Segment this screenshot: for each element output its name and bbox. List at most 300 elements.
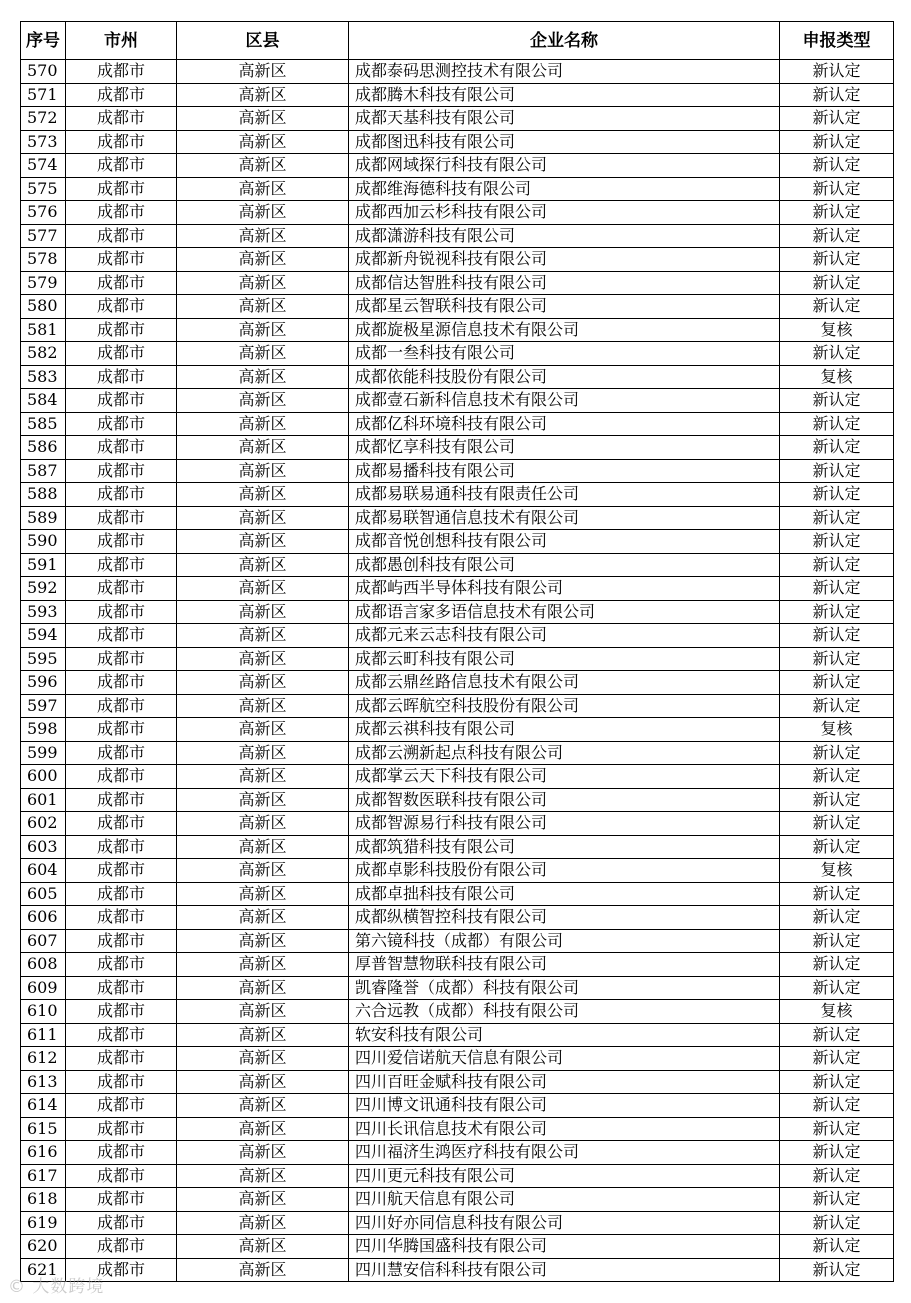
- header-district: 区县: [177, 22, 349, 60]
- cell-district: 高新区: [177, 1188, 349, 1212]
- cell-company: 四川华腾国盛科技有限公司: [349, 1235, 780, 1259]
- cell-no: 614: [21, 1094, 66, 1118]
- table-row: [21, 506, 894, 530]
- cell-company: 成都语言家多语信息技术有限公司: [349, 600, 780, 624]
- cell-company: 四川航天信息有限公司: [349, 1188, 780, 1212]
- table-row: [21, 483, 894, 507]
- cell-city: 成都市: [66, 553, 177, 577]
- cell-type: 新认定: [780, 976, 894, 1000]
- cell-district: 高新区: [177, 906, 349, 930]
- cell-type: 新认定: [780, 1047, 894, 1071]
- cell-district: 高新区: [177, 107, 349, 131]
- cell-type: 新认定: [780, 1117, 894, 1141]
- cell-type: 新认定: [780, 1211, 894, 1235]
- cell-company: 四川慧安信科科技有限公司: [349, 1258, 780, 1282]
- cell-city: 成都市: [66, 271, 177, 295]
- cell-type: 新认定: [780, 436, 894, 460]
- cell-no: 613: [21, 1070, 66, 1094]
- cell-district: 高新区: [177, 882, 349, 906]
- cell-company: 成都音悦创想科技有限公司: [349, 530, 780, 554]
- cell-type: 新认定: [780, 530, 894, 554]
- cell-company: 成都易联易通科技有限责任公司: [349, 483, 780, 507]
- cell-city: 成都市: [66, 859, 177, 883]
- cell-city: 成都市: [66, 224, 177, 248]
- cell-type: 新认定: [780, 624, 894, 648]
- cell-district: 高新区: [177, 412, 349, 436]
- cell-city: 成都市: [66, 389, 177, 413]
- cell-no: 615: [21, 1117, 66, 1141]
- cell-company: 成都云祺科技有限公司: [349, 718, 780, 742]
- cell-company: 软安科技有限公司: [349, 1023, 780, 1047]
- cell-type: 新认定: [780, 295, 894, 319]
- cell-company: 成都网域探行科技有限公司: [349, 154, 780, 178]
- table-row: [21, 671, 894, 695]
- table-row: [21, 1258, 894, 1282]
- cell-type: 新认定: [780, 1235, 894, 1259]
- cell-city: 成都市: [66, 624, 177, 648]
- cell-type: 新认定: [780, 1188, 894, 1212]
- cell-no: 579: [21, 271, 66, 295]
- cell-type: 新认定: [780, 483, 894, 507]
- header-no: 序号: [21, 22, 66, 60]
- cell-no: 611: [21, 1023, 66, 1047]
- cell-district: 高新区: [177, 835, 349, 859]
- cell-district: 高新区: [177, 365, 349, 389]
- cell-city: 成都市: [66, 177, 177, 201]
- cell-city: 成都市: [66, 530, 177, 554]
- table-row: [21, 459, 894, 483]
- cell-no: 605: [21, 882, 66, 906]
- cell-company: 成都智数医联科技有限公司: [349, 788, 780, 812]
- cell-city: 成都市: [66, 1023, 177, 1047]
- cell-district: 高新区: [177, 389, 349, 413]
- cell-city: 成都市: [66, 577, 177, 601]
- cell-company: 成都卓拙科技有限公司: [349, 882, 780, 906]
- table-row: [21, 624, 894, 648]
- cell-city: 成都市: [66, 718, 177, 742]
- cell-company: 成都元来云志科技有限公司: [349, 624, 780, 648]
- cell-city: 成都市: [66, 647, 177, 671]
- table-row: [21, 1047, 894, 1071]
- table-row: [21, 1117, 894, 1141]
- cell-city: 成都市: [66, 295, 177, 319]
- cell-district: 高新区: [177, 248, 349, 272]
- cell-district: 高新区: [177, 694, 349, 718]
- cell-type: 新认定: [780, 812, 894, 836]
- cell-no: 595: [21, 647, 66, 671]
- table-header: [21, 22, 894, 60]
- cell-no: 574: [21, 154, 66, 178]
- cell-city: 成都市: [66, 248, 177, 272]
- table-row: [21, 342, 894, 366]
- cell-company: 第六镜科技（成都）有限公司: [349, 929, 780, 953]
- cell-company: 成都易播科技有限公司: [349, 459, 780, 483]
- cell-company: 成都壹石新科信息技术有限公司: [349, 389, 780, 413]
- cell-district: 高新区: [177, 671, 349, 695]
- cell-no: 596: [21, 671, 66, 695]
- cell-district: 高新区: [177, 765, 349, 789]
- cell-city: 成都市: [66, 788, 177, 812]
- cell-no: 570: [21, 60, 66, 84]
- cell-city: 成都市: [66, 1164, 177, 1188]
- cell-district: 高新区: [177, 859, 349, 883]
- cell-district: 高新区: [177, 201, 349, 225]
- cell-city: 成都市: [66, 976, 177, 1000]
- table-row: [21, 1141, 894, 1165]
- cell-company: 四川好亦同信息科技有限公司: [349, 1211, 780, 1235]
- cell-company: 四川百旺金赋科技有限公司: [349, 1070, 780, 1094]
- cell-type: 新认定: [780, 1023, 894, 1047]
- cell-company: 四川爱信诺航天信息有限公司: [349, 1047, 780, 1071]
- cell-district: 高新区: [177, 1164, 349, 1188]
- cell-no: 621: [21, 1258, 66, 1282]
- cell-city: 成都市: [66, 107, 177, 131]
- cell-no: 617: [21, 1164, 66, 1188]
- table-row: [21, 295, 894, 319]
- cell-no: 588: [21, 483, 66, 507]
- enterprise-table: [20, 21, 894, 1282]
- table-row: [21, 953, 894, 977]
- cell-city: 成都市: [66, 765, 177, 789]
- cell-company: 成都旋极星源信息技术有限公司: [349, 318, 780, 342]
- cell-district: 高新区: [177, 318, 349, 342]
- cell-district: 高新区: [177, 295, 349, 319]
- cell-city: 成都市: [66, 130, 177, 154]
- cell-company: 成都卓影科技股份有限公司: [349, 859, 780, 883]
- cell-company: 成都云鼎丝路信息技术有限公司: [349, 671, 780, 695]
- cell-no: 619: [21, 1211, 66, 1235]
- cell-type: 复核: [780, 718, 894, 742]
- cell-city: 成都市: [66, 83, 177, 107]
- cell-city: 成都市: [66, 671, 177, 695]
- cell-type: 新认定: [780, 1258, 894, 1282]
- cell-company: 四川长讯信息技术有限公司: [349, 1117, 780, 1141]
- cell-company: 成都图迅科技有限公司: [349, 130, 780, 154]
- table-row: [21, 906, 894, 930]
- table-row: [21, 154, 894, 178]
- cell-city: 成都市: [66, 154, 177, 178]
- table-row: [21, 1211, 894, 1235]
- cell-no: 578: [21, 248, 66, 272]
- cell-company: 成都云晖航空科技股份有限公司: [349, 694, 780, 718]
- header-city: 市州: [66, 22, 177, 60]
- table-row: [21, 741, 894, 765]
- cell-company: 成都云町科技有限公司: [349, 647, 780, 671]
- cell-district: 高新区: [177, 130, 349, 154]
- table-row: [21, 1164, 894, 1188]
- cell-company: 成都愚创科技有限公司: [349, 553, 780, 577]
- cell-no: 599: [21, 741, 66, 765]
- header-type: 申报类型: [780, 22, 894, 60]
- table-row: [21, 718, 894, 742]
- cell-company: 成都掌云天下科技有限公司: [349, 765, 780, 789]
- cell-company: 成都维海德科技有限公司: [349, 177, 780, 201]
- cell-type: 新认定: [780, 694, 894, 718]
- cell-type: 新认定: [780, 765, 894, 789]
- cell-district: 高新区: [177, 224, 349, 248]
- cell-district: 高新区: [177, 1094, 349, 1118]
- cell-district: 高新区: [177, 60, 349, 84]
- table-row: [21, 130, 894, 154]
- header-row: [21, 22, 894, 60]
- table-row: [21, 1023, 894, 1047]
- cell-company: 成都信达智胜科技有限公司: [349, 271, 780, 295]
- table-row: [21, 83, 894, 107]
- cell-district: 高新区: [177, 1211, 349, 1235]
- cell-district: 高新区: [177, 1141, 349, 1165]
- table-row: [21, 60, 894, 84]
- table-row: [21, 882, 894, 906]
- cell-company: 成都新舟锐视科技有限公司: [349, 248, 780, 272]
- cell-no: 583: [21, 365, 66, 389]
- cell-city: 成都市: [66, 1211, 177, 1235]
- cell-no: 601: [21, 788, 66, 812]
- table-row: [21, 107, 894, 131]
- table-row: [21, 812, 894, 836]
- cell-company: 成都西加云杉科技有限公司: [349, 201, 780, 225]
- cell-type: 新认定: [780, 671, 894, 695]
- table-row: [21, 694, 894, 718]
- cell-district: 高新区: [177, 83, 349, 107]
- cell-city: 成都市: [66, 436, 177, 460]
- cell-no: 607: [21, 929, 66, 953]
- cell-city: 成都市: [66, 835, 177, 859]
- cell-no: 591: [21, 553, 66, 577]
- cell-type: 新认定: [780, 929, 894, 953]
- table-row: [21, 859, 894, 883]
- cell-type: 新认定: [780, 271, 894, 295]
- cell-district: 高新区: [177, 506, 349, 530]
- cell-company: 凯睿隆誉（成都）科技有限公司: [349, 976, 780, 1000]
- cell-city: 成都市: [66, 1047, 177, 1071]
- cell-type: 新认定: [780, 1141, 894, 1165]
- cell-type: 复核: [780, 859, 894, 883]
- cell-type: 新认定: [780, 107, 894, 131]
- cell-type: 新认定: [780, 130, 894, 154]
- table-row: [21, 1235, 894, 1259]
- cell-type: 新认定: [780, 835, 894, 859]
- table-row: [21, 248, 894, 272]
- cell-no: 573: [21, 130, 66, 154]
- cell-no: 586: [21, 436, 66, 460]
- cell-type: 新认定: [780, 600, 894, 624]
- table-row: [21, 389, 894, 413]
- cell-no: 609: [21, 976, 66, 1000]
- cell-company: 四川博文讯通科技有限公司: [349, 1094, 780, 1118]
- cell-city: 成都市: [66, 812, 177, 836]
- cell-district: 高新区: [177, 1117, 349, 1141]
- cell-district: 高新区: [177, 741, 349, 765]
- table-row: [21, 318, 894, 342]
- cell-no: 602: [21, 812, 66, 836]
- cell-city: 成都市: [66, 342, 177, 366]
- cell-company: 四川更元科技有限公司: [349, 1164, 780, 1188]
- cell-company: 成都亿科环境科技有限公司: [349, 412, 780, 436]
- table-row: [21, 1188, 894, 1212]
- table-row: [21, 436, 894, 460]
- cell-city: 成都市: [66, 1258, 177, 1282]
- cell-company: 成都泰码思测控技术有限公司: [349, 60, 780, 84]
- cell-no: 593: [21, 600, 66, 624]
- cell-no: 575: [21, 177, 66, 201]
- cell-no: 572: [21, 107, 66, 131]
- cell-city: 成都市: [66, 412, 177, 436]
- cell-no: 582: [21, 342, 66, 366]
- cell-type: 新认定: [780, 177, 894, 201]
- cell-type: 新认定: [780, 459, 894, 483]
- cell-district: 高新区: [177, 436, 349, 460]
- table-row: [21, 647, 894, 671]
- cell-district: 高新区: [177, 1047, 349, 1071]
- cell-no: 618: [21, 1188, 66, 1212]
- cell-district: 高新区: [177, 647, 349, 671]
- cell-district: 高新区: [177, 1235, 349, 1259]
- cell-type: 新认定: [780, 201, 894, 225]
- cell-type: 新认定: [780, 553, 894, 577]
- cell-type: 新认定: [780, 389, 894, 413]
- cell-district: 高新区: [177, 976, 349, 1000]
- cell-no: 571: [21, 83, 66, 107]
- cell-city: 成都市: [66, 1000, 177, 1024]
- cell-type: 复核: [780, 318, 894, 342]
- cell-no: 620: [21, 1235, 66, 1259]
- cell-city: 成都市: [66, 741, 177, 765]
- cell-district: 高新区: [177, 271, 349, 295]
- cell-type: 复核: [780, 1000, 894, 1024]
- table-row: [21, 224, 894, 248]
- cell-no: 584: [21, 389, 66, 413]
- cell-city: 成都市: [66, 882, 177, 906]
- cell-city: 成都市: [66, 929, 177, 953]
- cell-type: 新认定: [780, 506, 894, 530]
- cell-no: 592: [21, 577, 66, 601]
- cell-district: 高新区: [177, 788, 349, 812]
- cell-no: 589: [21, 506, 66, 530]
- cell-company: 六合远教（成都）科技有限公司: [349, 1000, 780, 1024]
- cell-district: 高新区: [177, 1258, 349, 1282]
- cell-company: 成都忆享科技有限公司: [349, 436, 780, 460]
- cell-company: 成都智源易行科技有限公司: [349, 812, 780, 836]
- cell-district: 高新区: [177, 624, 349, 648]
- cell-no: 603: [21, 835, 66, 859]
- table-row: [21, 201, 894, 225]
- cell-company: 成都依能科技股份有限公司: [349, 365, 780, 389]
- cell-city: 成都市: [66, 1094, 177, 1118]
- cell-district: 高新区: [177, 459, 349, 483]
- cell-city: 成都市: [66, 1188, 177, 1212]
- cell-city: 成都市: [66, 694, 177, 718]
- table-row: [21, 412, 894, 436]
- cell-no: 606: [21, 906, 66, 930]
- table-row: [21, 1094, 894, 1118]
- cell-no: 576: [21, 201, 66, 225]
- cell-city: 成都市: [66, 600, 177, 624]
- cell-type: 新认定: [780, 647, 894, 671]
- table-row: [21, 365, 894, 389]
- cell-type: 新认定: [780, 1070, 894, 1094]
- cell-city: 成都市: [66, 201, 177, 225]
- cell-district: 高新区: [177, 483, 349, 507]
- cell-no: 604: [21, 859, 66, 883]
- cell-district: 高新区: [177, 530, 349, 554]
- cell-city: 成都市: [66, 506, 177, 530]
- table-row: [21, 1070, 894, 1094]
- table-row: [21, 835, 894, 859]
- cell-company: 成都易联智通信息技术有限公司: [349, 506, 780, 530]
- cell-district: 高新区: [177, 600, 349, 624]
- table-row: [21, 577, 894, 601]
- cell-type: 新认定: [780, 788, 894, 812]
- cell-type: 新认定: [780, 1094, 894, 1118]
- cell-district: 高新区: [177, 1023, 349, 1047]
- cell-city: 成都市: [66, 60, 177, 84]
- table-row: [21, 788, 894, 812]
- cell-city: 成都市: [66, 483, 177, 507]
- cell-district: 高新区: [177, 577, 349, 601]
- cell-type: 新认定: [780, 577, 894, 601]
- cell-city: 成都市: [66, 1117, 177, 1141]
- cell-company: 成都星云智联科技有限公司: [349, 295, 780, 319]
- table-row: [21, 177, 894, 201]
- cell-company: 四川福济生鸿医疗科技有限公司: [349, 1141, 780, 1165]
- cell-district: 高新区: [177, 718, 349, 742]
- cell-no: 610: [21, 1000, 66, 1024]
- cell-city: 成都市: [66, 318, 177, 342]
- cell-type: 新认定: [780, 154, 894, 178]
- cell-company: 成都屿西半导体科技有限公司: [349, 577, 780, 601]
- cell-type: 复核: [780, 365, 894, 389]
- cell-company: 成都云溯新起点科技有限公司: [349, 741, 780, 765]
- cell-district: 高新区: [177, 929, 349, 953]
- watermark-logo: © 大数跨境: [8, 1277, 105, 1297]
- cell-no: 581: [21, 318, 66, 342]
- cell-company: 成都筑猎科技有限公司: [349, 835, 780, 859]
- cell-district: 高新区: [177, 1070, 349, 1094]
- cell-type: 新认定: [780, 224, 894, 248]
- header-company: 企业名称: [349, 22, 780, 60]
- cell-type: 新认定: [780, 882, 894, 906]
- cell-city: 成都市: [66, 906, 177, 930]
- table-row: [21, 600, 894, 624]
- cell-type: 新认定: [780, 741, 894, 765]
- cell-city: 成都市: [66, 365, 177, 389]
- table-row: [21, 976, 894, 1000]
- cell-district: 高新区: [177, 812, 349, 836]
- cell-type: 新认定: [780, 412, 894, 436]
- cell-type: 新认定: [780, 953, 894, 977]
- cell-company: 成都纵横智控科技有限公司: [349, 906, 780, 930]
- cell-no: 598: [21, 718, 66, 742]
- cell-no: 577: [21, 224, 66, 248]
- table-row: [21, 271, 894, 295]
- table-row: [21, 765, 894, 789]
- cell-type: 新认定: [780, 342, 894, 366]
- cell-type: 新认定: [780, 906, 894, 930]
- cell-no: 580: [21, 295, 66, 319]
- cell-no: 585: [21, 412, 66, 436]
- cell-no: 590: [21, 530, 66, 554]
- cell-no: 616: [21, 1141, 66, 1165]
- cell-no: 594: [21, 624, 66, 648]
- cell-city: 成都市: [66, 953, 177, 977]
- cell-company: 成都潇游科技有限公司: [349, 224, 780, 248]
- cell-company: 成都一叁科技有限公司: [349, 342, 780, 366]
- cell-company: 成都天基科技有限公司: [349, 107, 780, 131]
- cell-district: 高新区: [177, 342, 349, 366]
- cell-district: 高新区: [177, 177, 349, 201]
- cell-no: 600: [21, 765, 66, 789]
- cell-no: 597: [21, 694, 66, 718]
